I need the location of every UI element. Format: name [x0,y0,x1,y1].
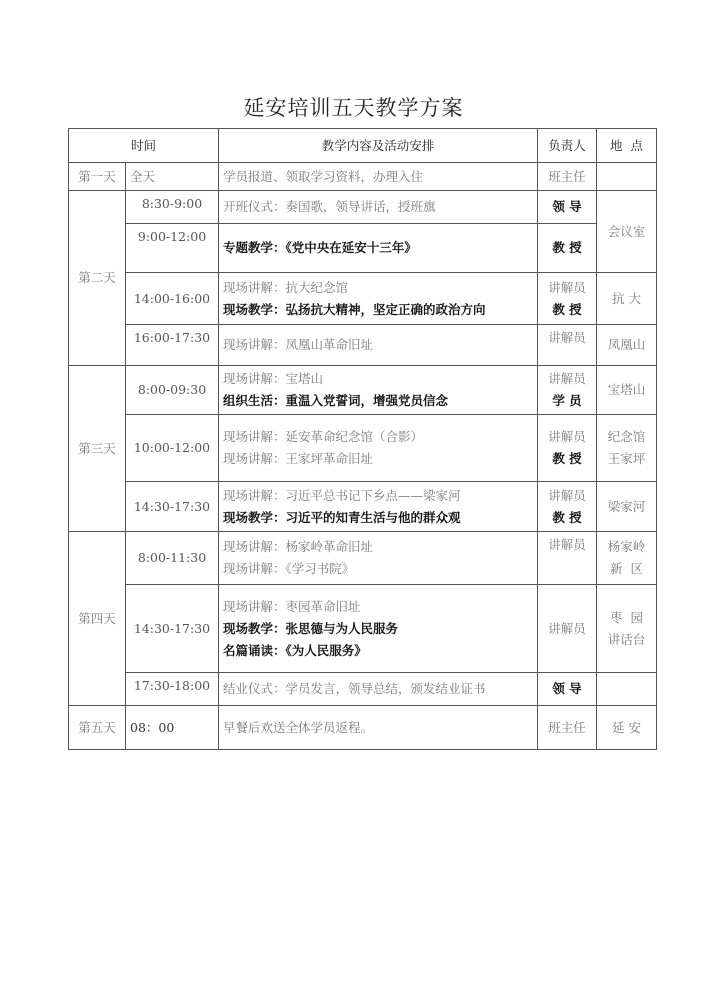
time-cell: 14:30-17:30 [126,585,219,673]
location-cell: 会议室 [597,191,657,273]
content-cell: 现场讲解：凤凰山革命旧址 [219,325,538,366]
time-cell: 08：00 [126,706,219,750]
table-row [69,673,657,706]
time-cell: 8:30-9:00 [126,191,219,224]
day-label: 第五天 [69,706,126,750]
content-line: 现场讲解：习近平总书记下乡点——梁家河 [223,487,461,503]
table-row [69,273,657,325]
content-cell: 结业仪式：学员发言，领导总结，颁发结业证书 [219,673,538,706]
table-row [69,532,657,585]
table-row [69,366,657,415]
person-cell [538,366,597,415]
person-cell: 教 授 [538,224,597,273]
person-cell: 领 导 [538,191,597,224]
person-line: 学 员 [552,393,582,408]
content-cell [219,415,538,482]
location-cell [597,585,657,673]
header-location: 地 点 [597,129,657,163]
location-cell [597,532,657,585]
person-line: 教 授 [552,301,582,317]
location-cell [597,163,657,191]
location-line: 王家坪 [607,451,646,466]
person-line: 讲解员 [548,279,586,295]
content-cell [219,482,538,532]
content-line: 现场讲解：抗大纪念馆 [223,279,349,295]
location-line: 杨家岭 [607,539,646,554]
content-cell: 开班仪式：奏国歌，领导讲话，授班旗 [219,191,538,224]
time-cell: 17:30-18:00 [126,673,219,706]
location-line: 纪念馆 [607,429,646,444]
table-row [69,163,657,191]
content-line: 现场讲解：王家坪革命旧址 [223,451,374,466]
content-cell: 早餐后欢送全体学员返程。 [219,706,538,750]
time-cell: 16:00-17:30 [126,325,219,366]
person-cell: 讲解员 [538,532,597,585]
table-row [69,224,657,273]
person-cell: 讲解员 [538,325,597,366]
content-line: 现场教学：弘扬抗大精神，坚定正确的政治方向 [223,301,486,317]
location-cell: 梁家河 [597,482,657,532]
day-label: 第二天 [69,191,126,366]
person-line: 讲解员 [548,487,586,503]
person-line: 教 授 [552,509,582,525]
time-cell: 8:00-11:30 [126,532,219,585]
content-cell [219,273,538,325]
content-cell [219,585,538,673]
location-line: 新 区 [610,561,643,576]
schedule-table [68,128,657,750]
time-cell: 14:00-16:00 [126,273,219,325]
time-cell: 全天 [126,163,219,191]
content-line: 现场讲解：《学习书院》 [223,561,355,576]
location-cell: 抗 大 [597,273,657,325]
day-label: 第一天 [69,163,126,191]
table-row [69,706,657,750]
table-row [69,415,657,482]
person-line: 教 授 [552,451,582,466]
time-cell: 14:30-17:30 [126,482,219,532]
person-cell: 讲解员 [538,585,597,673]
person-cell: 班主任 [538,706,597,750]
location-cell [597,415,657,482]
location-cell: 凤凰山 [597,325,657,366]
location-cell: 宝塔山 [597,366,657,415]
table-row [69,482,657,532]
person-cell [538,482,597,532]
location-cell [597,673,657,706]
document-title: 延安培训五天教学方案 [243,96,464,120]
day-label: 第四天 [69,532,126,706]
content-line: 现场讲解：宝塔山 [223,371,324,386]
content-cell [219,366,538,415]
location-line: 枣 园 [610,609,643,625]
time-cell: 10:00-12:00 [126,415,219,482]
person-cell: 班主任 [538,163,597,191]
content-line: 现场教学：习近平的知青生活与他的群众观 [223,509,461,525]
content-line: 名篇诵读：《为人民服务》 [223,642,367,658]
header-time: 时间 [69,129,219,163]
content-cell: 专题教学：《党中央在延安十三年》 [219,224,538,273]
time-cell: 8:00-09:30 [126,366,219,415]
header-row [69,129,657,163]
content-line: 现场讲解：枣园革命旧址 [223,598,361,614]
table-row [69,585,657,673]
person-cell [538,415,597,482]
person-line: 讲解员 [548,429,586,444]
table-row [69,325,657,366]
header-person: 负责人 [538,129,597,163]
person-cell: 领 导 [538,673,597,706]
content-line: 组织生活：重温入党誓词，增强党员信念 [223,393,449,408]
location-line: 讲话台 [607,631,646,647]
table-row [69,191,657,224]
content-line: 现场讲解：杨家岭革命旧址 [223,539,374,554]
content-cell: 学员报道、领取学习资料，办理入住 [219,163,538,191]
person-line: 讲解员 [548,371,586,386]
content-line: 现场教学：张思德与为人民服务 [223,620,399,636]
location-cell: 延 安 [597,706,657,750]
header-content: 教学内容及活动安排 [219,129,538,163]
time-cell: 9:00-12:00 [126,224,219,273]
person-cell [538,273,597,325]
content-line: 现场讲解：延安革命纪念馆（合影） [223,429,424,444]
day-label: 第三天 [69,366,126,532]
content-cell [219,532,538,585]
